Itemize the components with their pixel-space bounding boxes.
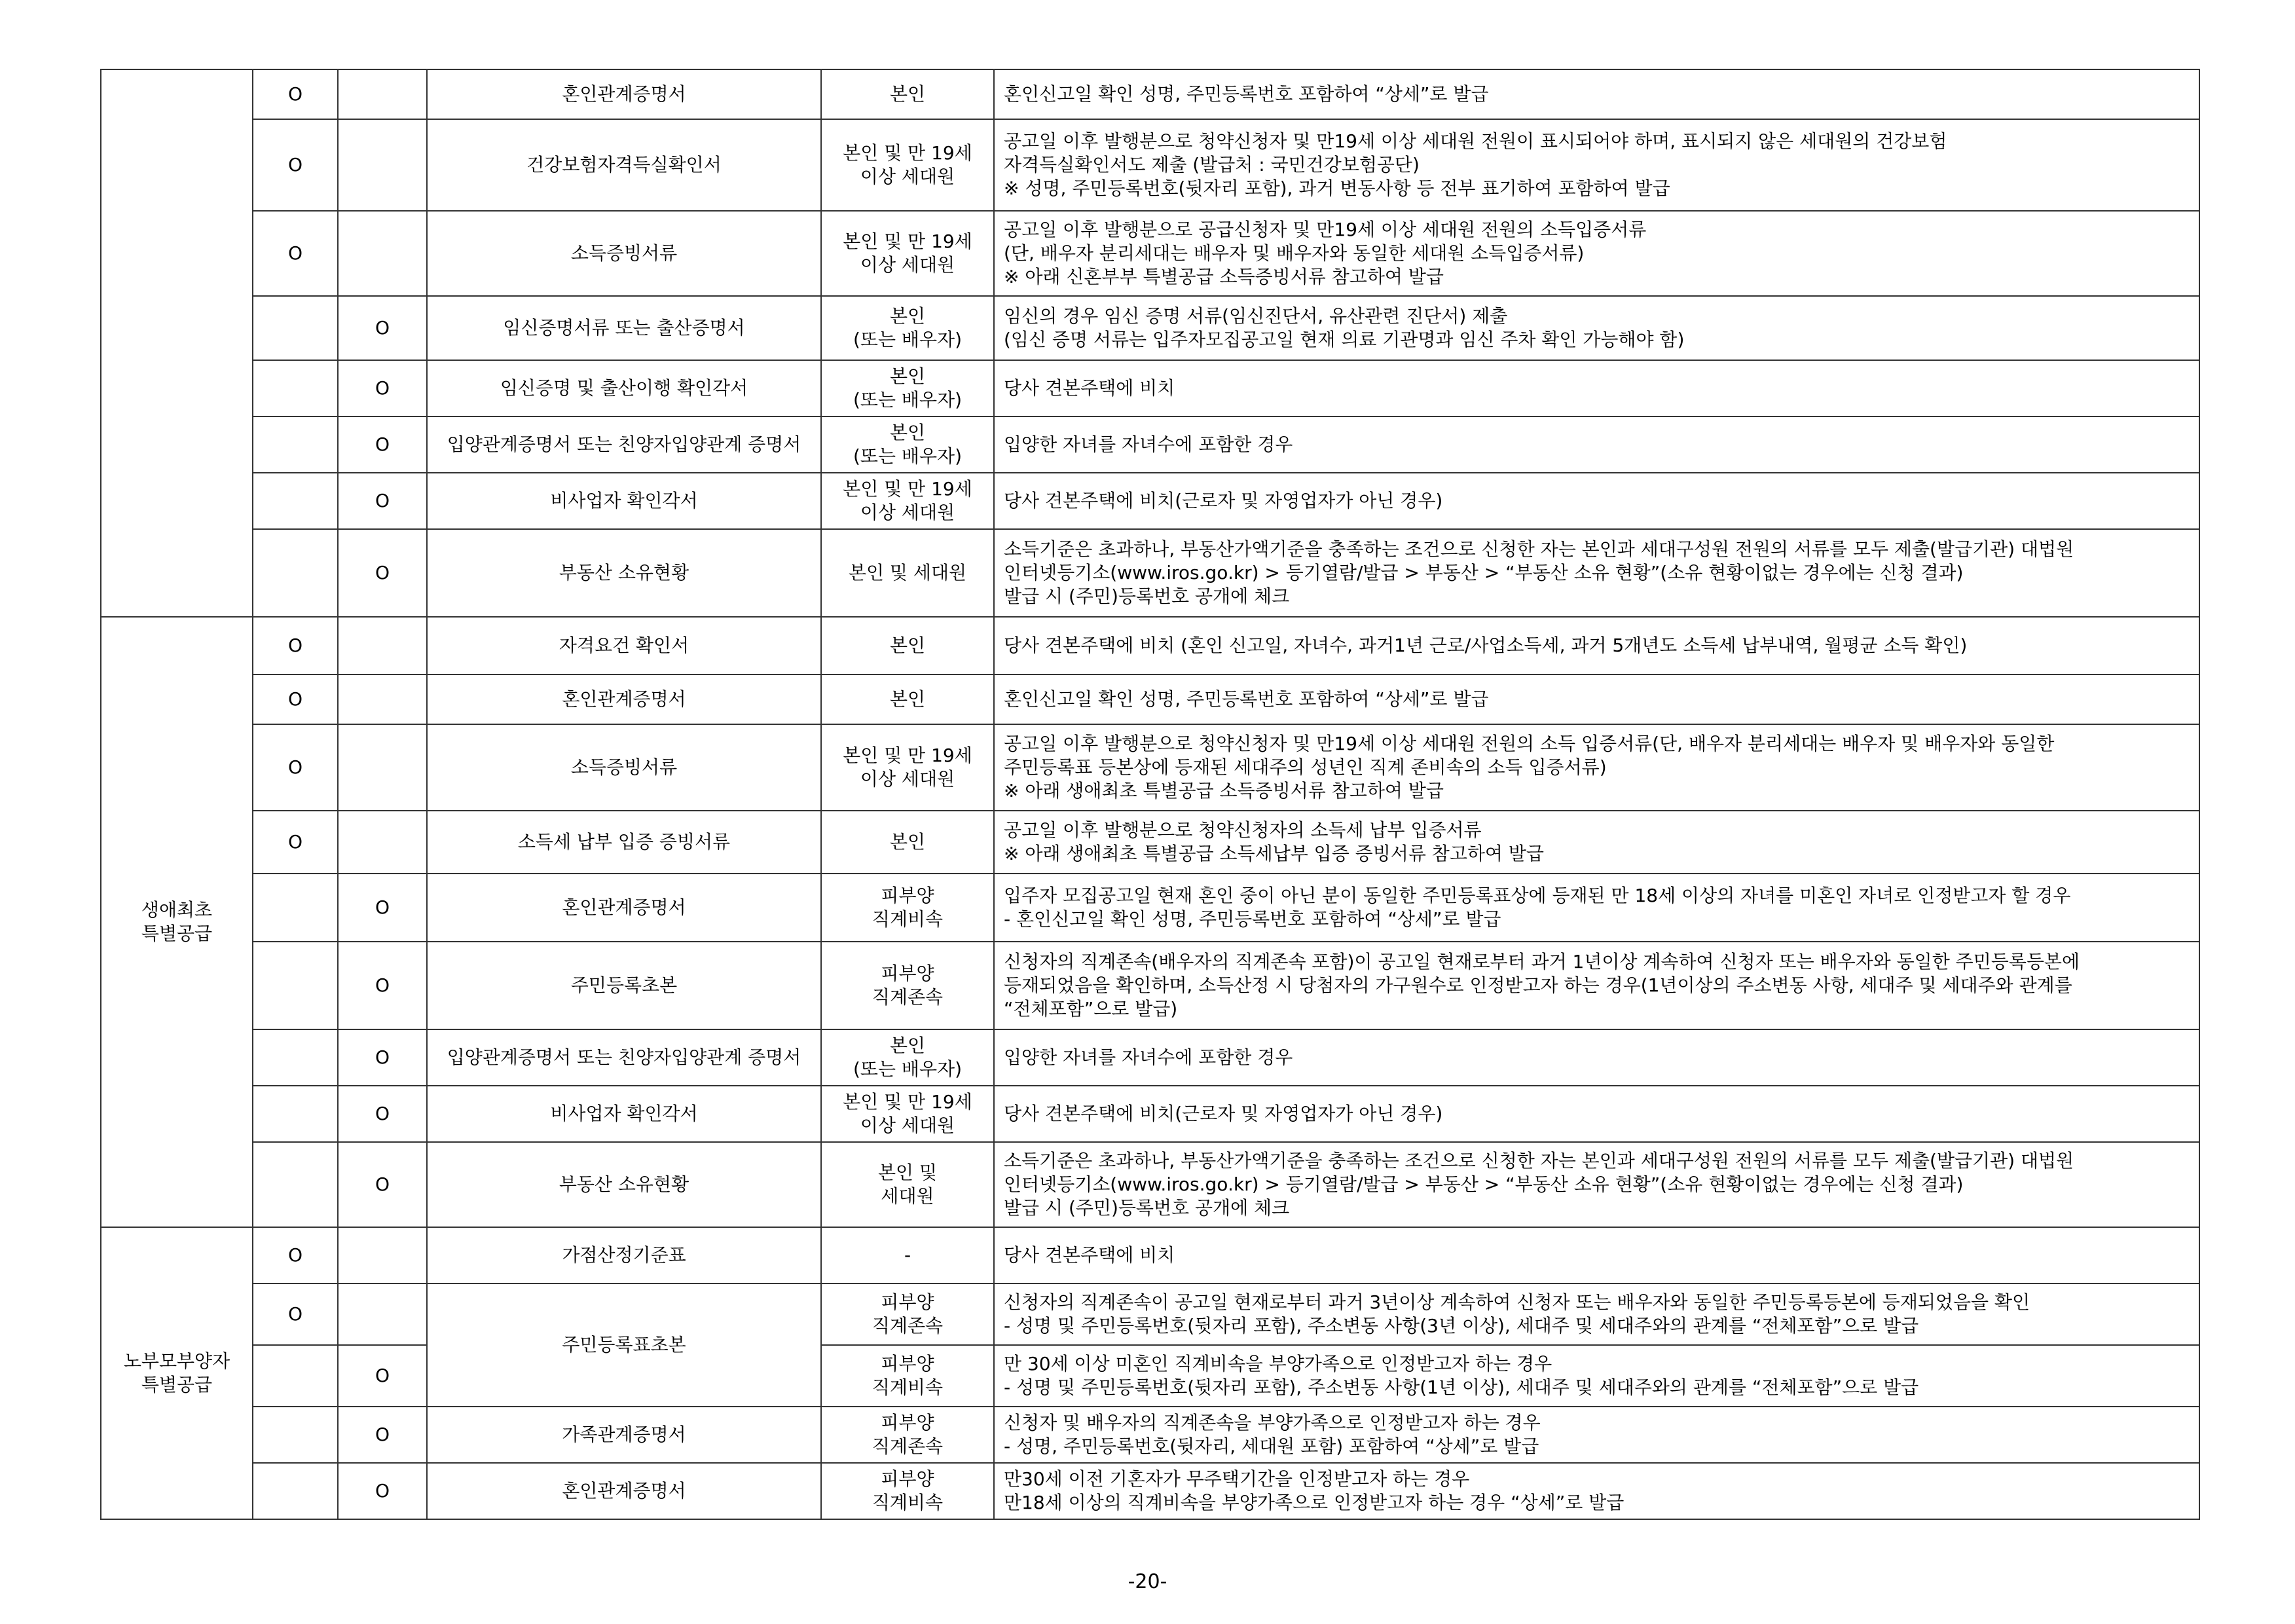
table-row (101, 1086, 2199, 1142)
target-person: 본인 (821, 674, 994, 724)
required-mark (253, 1086, 338, 1142)
target-person: 본인 및 세대원 (821, 529, 994, 617)
optional-mark: O (338, 360, 427, 416)
table-row (101, 69, 2199, 119)
document-note: 소득기준은 초과하나, 부동산가액기준을 충족하는 조건으로 신청한 자는 본인과 세대구성원 전원의 서류를 모두 제출(발급기관) 대법원 인터넷등기소(www.iros.go.kr) > 등기열람/발급 > 부동산 > “부동산 소유 현황”(소유 현황이없는 경우에는 신청 결과) 발급 시 (주민)등록번호 공개에 체크 (994, 1142, 2199, 1227)
required-mark (253, 1142, 338, 1227)
table-row (101, 529, 2199, 617)
target-person: 피부양 직계존속 (821, 942, 994, 1029)
optional-mark: O (338, 942, 427, 1029)
required-mark: O (253, 617, 338, 674)
document-name: 혼인관계증명서 (427, 674, 821, 724)
document-name: 소득세 납부 입증 증빙서류 (427, 811, 821, 874)
document-name: 임신증명 및 출산이행 확인각서 (427, 360, 821, 416)
documents-table (100, 69, 2200, 1520)
document-name: 입양관계증명서 또는 친양자입양관계 증명서 (427, 416, 821, 473)
document-name: 비사업자 확인각서 (427, 473, 821, 529)
document-name: 건강보험자격득실확인서 (427, 119, 821, 211)
required-mark: O (253, 674, 338, 724)
table-row (101, 942, 2199, 1029)
optional-mark (338, 211, 427, 296)
document-note: 신청자 및 배우자의 직계존속을 부양가족으로 인정받고자 하는 경우 - 성명, 주민등록번호(뒷자리, 세대원 포함) 포함하여 “상세”로 발급 (994, 1407, 2199, 1463)
optional-mark (338, 1227, 427, 1283)
document-name: 주민등록표초본 (427, 1283, 821, 1407)
document-note: 혼인신고일 확인 성명, 주민등록번호 포함하여 “상세”로 발급 (994, 69, 2199, 119)
page-number: -20- (1128, 1570, 1167, 1593)
target-person: 본인 및 만 19세 이상 세대원 (821, 473, 994, 529)
required-mark (253, 296, 338, 360)
required-mark (253, 874, 338, 942)
target-person: 본인 (821, 811, 994, 874)
target-person: 본인 및 만 19세 이상 세대원 (821, 211, 994, 296)
optional-mark: O (338, 1029, 427, 1086)
document-name: 입양관계증명서 또는 친양자입양관계 증명서 (427, 1029, 821, 1086)
optional-mark (338, 724, 427, 811)
optional-mark: O (338, 874, 427, 942)
target-person: 본인 (821, 617, 994, 674)
table-row (101, 296, 2199, 360)
document-note: 당사 견본주택에 비치 (994, 360, 2199, 416)
required-mark (253, 360, 338, 416)
target-person: 본인 및 세대원 (821, 1142, 994, 1227)
category-cell (101, 69, 253, 617)
optional-mark (338, 674, 427, 724)
document-note: 만30세 이전 기혼자가 무주택기간을 인정받고자 하는 경우 만18세 이상의 직계비속을 부양가족으로 인정받고자 하는 경우 “상세”로 발급 (994, 1463, 2199, 1519)
document-note: 당사 견본주택에 비치(근로자 및 자영업자가 아닌 경우) (994, 473, 2199, 529)
document-note: 당사 견본주택에 비치(근로자 및 자영업자가 아닌 경우) (994, 1086, 2199, 1142)
table-row (101, 1283, 2199, 1345)
target-person: 피부양 직계비속 (821, 874, 994, 942)
optional-mark: O (338, 529, 427, 617)
required-mark: O (253, 119, 338, 211)
document-name: 비사업자 확인각서 (427, 1086, 821, 1142)
required-mark: O (253, 1283, 338, 1345)
optional-mark: O (338, 296, 427, 360)
optional-mark (338, 1283, 427, 1345)
document-name: 자격요건 확인서 (427, 617, 821, 674)
document-note: 당사 견본주택에 비치 (혼인 신고일, 자녀수, 과거1년 근로/사업소득세, 과거 5개년도 소득세 납부내역, 월평균 소득 확인) (994, 617, 2199, 674)
document-note: 공고일 이후 발행분으로 공급신청자 및 만19세 이상 세대원 전원의 소득입증서류 (단, 배우자 분리세대는 배우자 및 배우자와 동일한 세대원 소득입증서류) ※ 아래 신혼부부 특별공급 소득증빙서류 참고하여 발급 (994, 211, 2199, 296)
document-name: 주민등록초본 (427, 942, 821, 1029)
target-person: 본인 및 만 19세 이상 세대원 (821, 1086, 994, 1142)
target-person: 본인 (또는 배우자) (821, 360, 994, 416)
required-mark: O (253, 69, 338, 119)
table-row (101, 1029, 2199, 1086)
document-note: 신청자의 직계존속이 공고일 현재로부터 과거 3년이상 계속하여 신청자 또는 배우자와 동일한 주민등록등본에 등재되었음을 확인 - 성명 및 주민등록번호(뒷자리 포함), 주소변동 사항(3년 이상), 세대주 및 세대주와의 관계를 “전체포함”으로 발급 (994, 1283, 2199, 1345)
target-person: 본인 및 만 19세 이상 세대원 (821, 724, 994, 811)
document-name: 가점산정기준표 (427, 1227, 821, 1283)
category-cell: 노부모부양자 특별공급 (101, 1227, 253, 1519)
target-person: 본인 (821, 69, 994, 119)
required-mark (253, 942, 338, 1029)
required-mark: O (253, 724, 338, 811)
document-name: 혼인관계증명서 (427, 1463, 821, 1519)
required-mark: O (253, 211, 338, 296)
document-note: 임신의 경우 임신 증명 서류(임신진단서, 유산관련 진단서) 제출 (임신 증명 서류는 입주자모집공고일 현재 의료 기관명과 임신 주차 확인 가능해야 함) (994, 296, 2199, 360)
document-note: 입주자 모집공고일 현재 혼인 중이 아닌 분이 동일한 주민등록표상에 등재된 만 18세 이상의 자녀를 미혼인 자녀로 인정받고자 할 경우 - 혼인신고일 확인 성명, 주민등록번호 포함하여 “상세”로 발급 (994, 874, 2199, 942)
table-row (101, 1142, 2199, 1227)
table-row (101, 1463, 2199, 1519)
required-mark (253, 416, 338, 473)
target-person: 본인 (또는 배우자) (821, 416, 994, 473)
target-person: - (821, 1227, 994, 1283)
table-row (101, 1345, 2199, 1407)
document-name: 소득증빙서류 (427, 724, 821, 811)
target-person: 피부양 직계존속 (821, 1407, 994, 1463)
table-row (101, 416, 2199, 473)
document-name: 임신증명서류 또는 출산증명서 (427, 296, 821, 360)
document-note: 소득기준은 초과하나, 부동산가액기준을 충족하는 조건으로 신청한 자는 본인과 세대구성원 전원의 서류를 모두 제출(발급기관) 대법원 인터넷등기소(www.iros.go.kr) > 등기열람/발급 > 부동산 > “부동산 소유 현황”(소유 현황이없는 경우에는 신청 결과) 발급 시 (주민)등록번호 공개에 체크 (994, 529, 2199, 617)
target-person: 피부양 직계존속 (821, 1283, 994, 1345)
table-row (101, 1227, 2199, 1283)
document-note: 당사 견본주택에 비치 (994, 1227, 2199, 1283)
required-mark (253, 529, 338, 617)
table-row (101, 724, 2199, 811)
document-name: 부동산 소유현황 (427, 529, 821, 617)
table-row (101, 211, 2199, 296)
required-mark (253, 1029, 338, 1086)
document-name: 부동산 소유현황 (427, 1142, 821, 1227)
document-note: 입양한 자녀를 자녀수에 포함한 경우 (994, 1029, 2199, 1086)
document-name: 가족관계증명서 (427, 1407, 821, 1463)
document-note: 혼인신고일 확인 성명, 주민등록번호 포함하여 “상세”로 발급 (994, 674, 2199, 724)
required-mark (253, 1407, 338, 1463)
optional-mark: O (338, 1407, 427, 1463)
optional-mark: O (338, 1142, 427, 1227)
document-note: 공고일 이후 발행분으로 청약신청자 및 만19세 이상 세대원 전원의 소득 입증서류(단, 배우자 분리세대는 배우자 및 배우자와 동일한 주민등록표 등본상에 등재된 세대주의 성년인 직계 존비속의 소득 입증서류) ※ 아래 생애최초 특별공급 소득증빙서류 참고하여 발급 (994, 724, 2199, 811)
category-cell: 생애최초 특별공급 (101, 617, 253, 1227)
required-mark (253, 1345, 338, 1407)
target-person: 본인 (또는 배우자) (821, 296, 994, 360)
target-person: 피부양 직계비속 (821, 1345, 994, 1407)
optional-mark: O (338, 1463, 427, 1519)
table-row (101, 617, 2199, 674)
table-row (101, 674, 2199, 724)
optional-mark (338, 119, 427, 211)
document-name: 혼인관계증명서 (427, 874, 821, 942)
target-person: 본인 (또는 배우자) (821, 1029, 994, 1086)
table-row (101, 119, 2199, 211)
table-row (101, 360, 2199, 416)
document-note: 입양한 자녀를 자녀수에 포함한 경우 (994, 416, 2199, 473)
optional-mark: O (338, 1086, 427, 1142)
optional-mark (338, 811, 427, 874)
required-mark (253, 1463, 338, 1519)
required-mark: O (253, 1227, 338, 1283)
table-row (101, 874, 2199, 942)
optional-mark: O (338, 473, 427, 529)
table-row (101, 811, 2199, 874)
target-person: 본인 및 만 19세 이상 세대원 (821, 119, 994, 211)
target-person: 피부양 직계비속 (821, 1463, 994, 1519)
optional-mark (338, 617, 427, 674)
optional-mark: O (338, 1345, 427, 1407)
table-row (101, 473, 2199, 529)
optional-mark (338, 69, 427, 119)
document-note: 만 30세 이상 미혼인 직계비속을 부양가족으로 인정받고자 하는 경우 - 성명 및 주민등록번호(뒷자리 포함), 주소변동 사항(1년 이상), 세대주 및 세대주와의 관계를 “전체포함”으로 발급 (994, 1345, 2199, 1407)
table-row (101, 1407, 2199, 1463)
optional-mark: O (338, 416, 427, 473)
document-name: 소득증빙서류 (427, 211, 821, 296)
required-mark (253, 473, 338, 529)
document-note: 공고일 이후 발행분으로 청약신청자의 소득세 납부 입증서류 ※ 아래 생애최초 특별공급 소득세납부 입증 증빙서류 참고하여 발급 (994, 811, 2199, 874)
document-name: 혼인관계증명서 (427, 69, 821, 119)
document-note: 공고일 이후 발행분으로 청약신청자 및 만19세 이상 세대원 전원이 표시되어야 하며, 표시되지 않은 세대원의 건강보험 자격득실확인서도 제출 (발급처 : 국민건강보험공단) ※ 성명, 주민등록번호(뒷자리 포함), 과거 변동사항 등 전부 표기하여 포함하여 발급 (994, 119, 2199, 211)
required-mark: O (253, 811, 338, 874)
document-note: 신청자의 직계존속(배우자의 직계존속 포함)이 공고일 현재로부터 과거 1년이상 계속하여 신청자 또는 배우자와 동일한 주민등록등본에 등재되었음을 확인하며, 소득산정 시 당첨자의 가구원수로 인정받고자 하는 경우(1년이상의 주소변동 사항, 세대주 및 세대주와 관계를 “전체포함”으로 발급) (994, 942, 2199, 1029)
